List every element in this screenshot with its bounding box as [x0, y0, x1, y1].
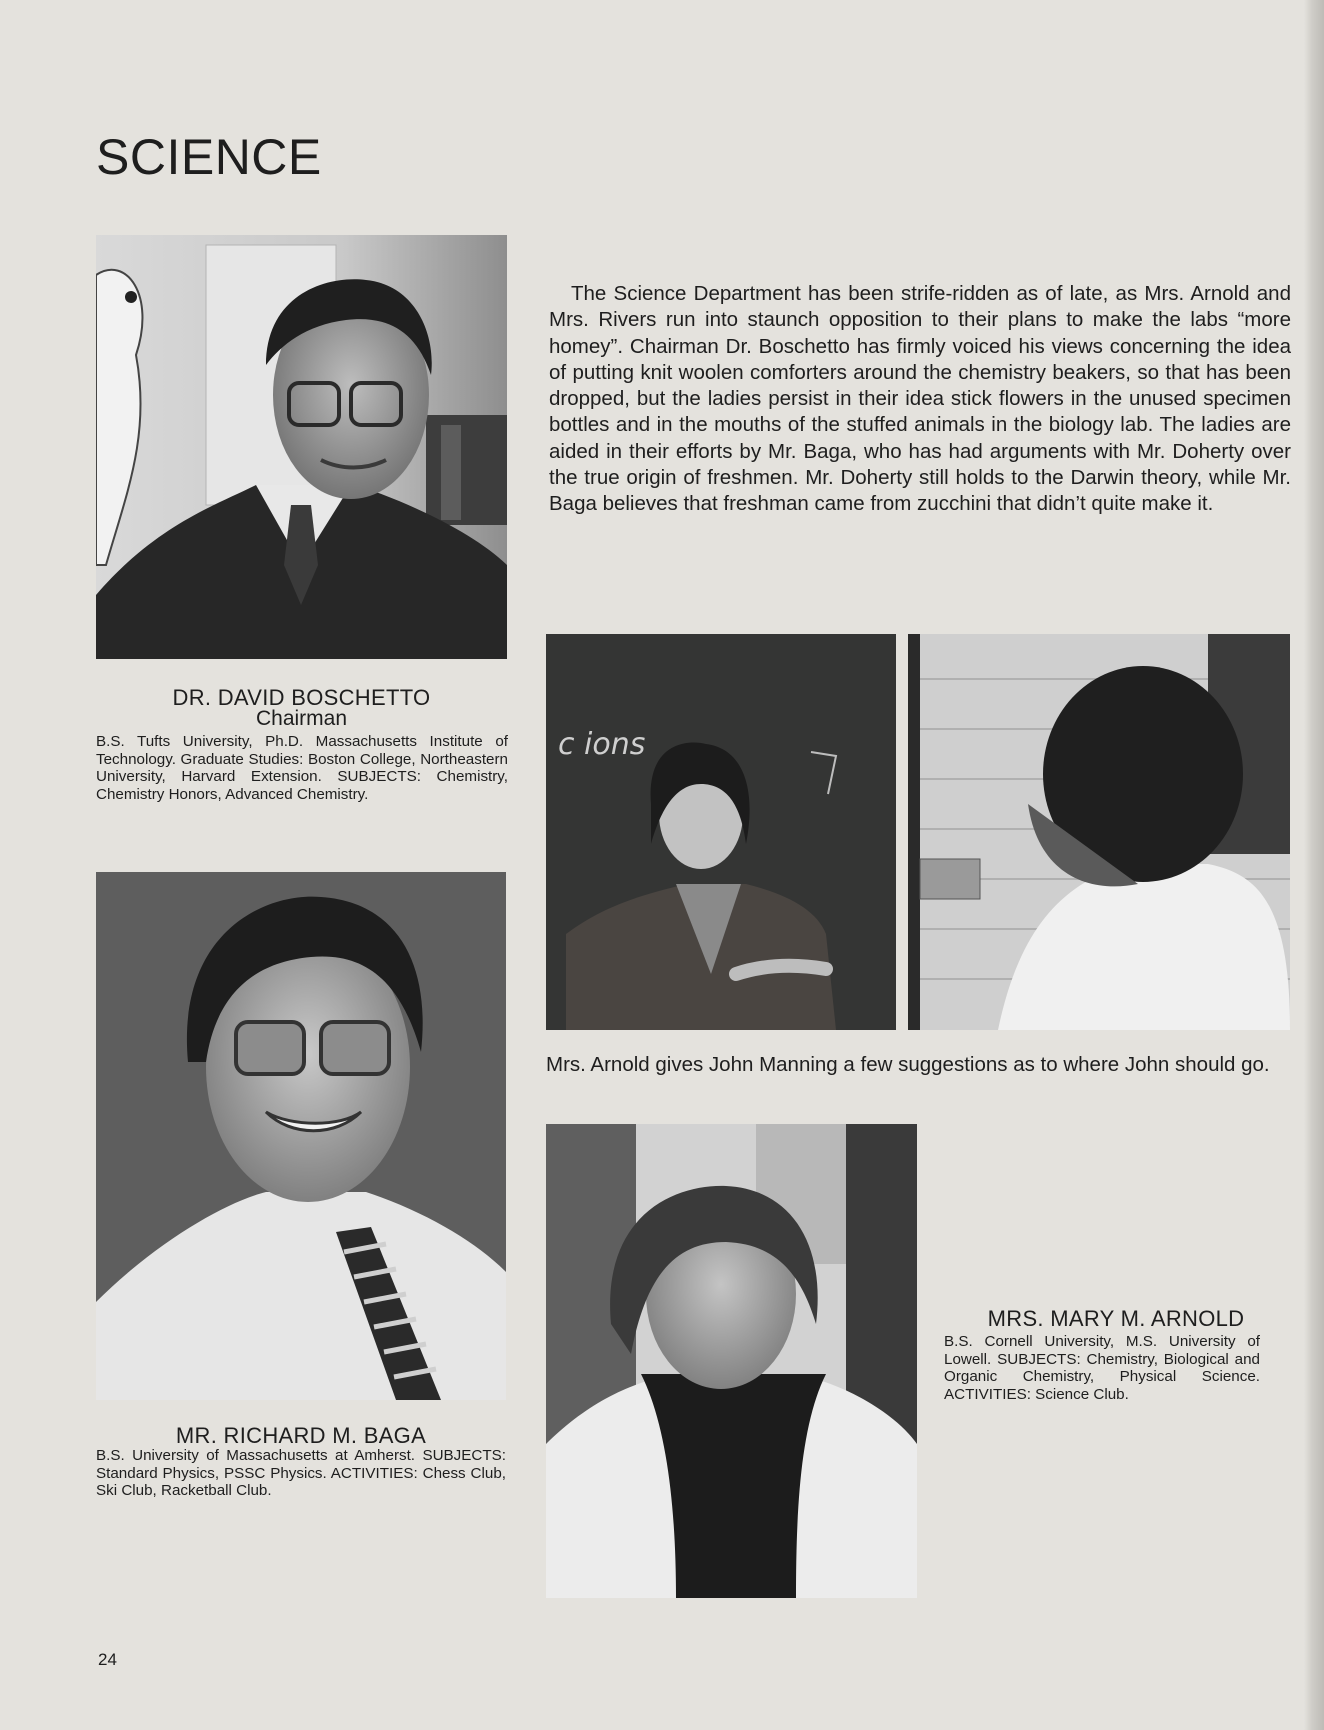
boschetto-name: DR. DAVID BOSCHETTO: [172, 685, 431, 710]
intro-paragraph: The Science Department has been strife-ridden as of late, as Mrs. Arnold and Mrs. Rivers run into staunch opposition to their plans to make the labs “more homey”. Chairman Dr. Boschetto has firmly voiced his views concerning the idea of putting knit woolen comforters around the chemistry beakers, so that has been dropped, but the ladies persist in their idea stick flowers in the unused specimen bottles and in the mouths of the stuffed animals in the biology lab. The ladies are aided in their efforts by Mr. Baga, who has had arguments with Mr. Doherty over the true origin of freshmen. Mr. Doherty still holds to the Darwin theory, while Mr. Baga believes that freshman came from zucchini that didn’t quite make it.: [549, 282, 1291, 516]
boschetto-role: Chairman: [255, 707, 348, 730]
photo-caption: Mrs. Arnold gives John Manning a few suggestions as to where John should go.: [546, 1053, 1270, 1076]
baga-name: MR. RICHARD M. BAGA: [175, 1423, 427, 1448]
arnold-name: MRS. MARY M. ARNOLD: [987, 1306, 1245, 1331]
photo-boschetto: [96, 235, 507, 659]
arnold-bio: B.S. Cornell University, M.S. University of Lowell. SUBJECTS: Chemistry, Biological and Organic Chemistry, Physical Science. ACTIVITIES: Science Club.: [944, 1333, 1260, 1403]
page-number: 24: [98, 1650, 117, 1669]
page-spine-shadow: [1304, 0, 1324, 1730]
section-title: SCIENCE: [96, 129, 322, 185]
photo-baga: [96, 872, 506, 1400]
photo-arnold-chalkboard: [546, 634, 896, 1030]
chalkboard-writing: c ions: [558, 727, 646, 762]
photo-arnold-portrait: [546, 1124, 917, 1598]
photo-john-manning: [908, 634, 1290, 1030]
baga-bio: B.S. University of Massachusetts at Amherst. SUBJECTS: Standard Physics, PSSC Physics. ACTIVITIES: Chess Club, Ski Club, Racketball Club.: [96, 1447, 506, 1500]
boschetto-bio: B.S. Tufts University, Ph.D. Massachusetts Institute of Technology. Graduate Studies: Boston College, Northeastern University, Harvard Extension. SUBJECTS: Chemistry, Chemistry Honors, Advanced Chemistry.: [96, 733, 508, 803]
